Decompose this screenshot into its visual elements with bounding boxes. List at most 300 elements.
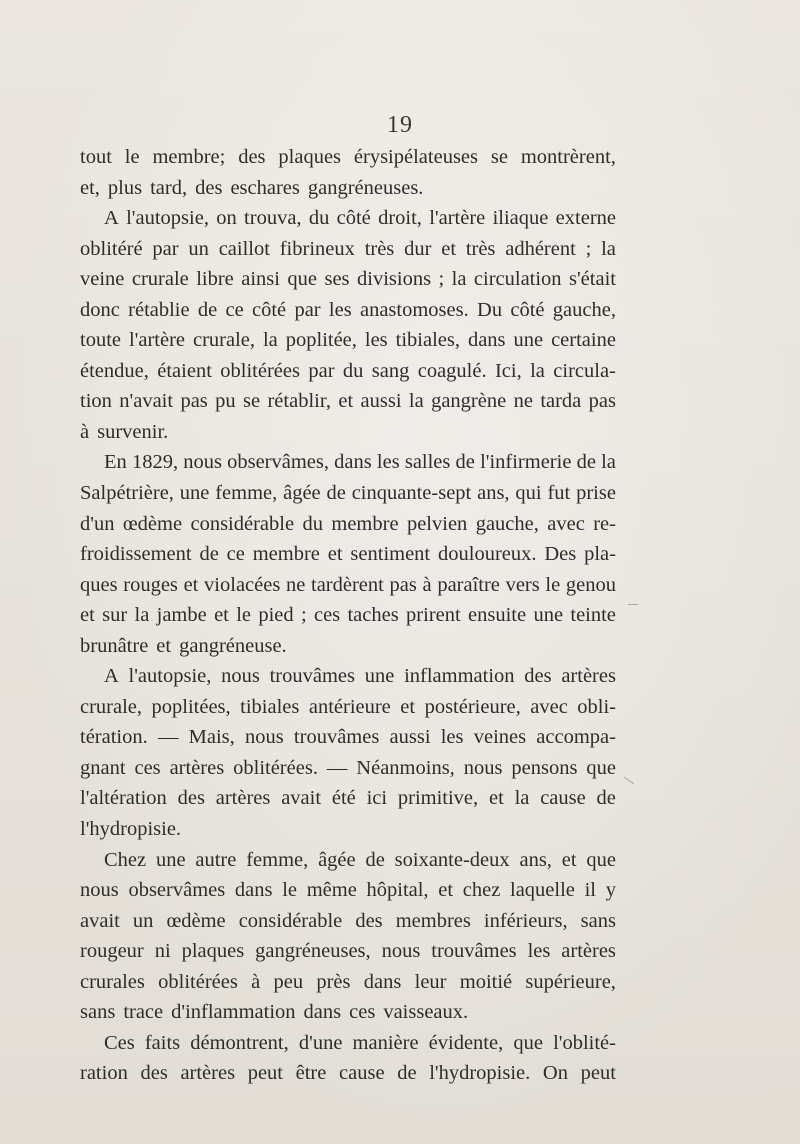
word: considérable — [238, 909, 343, 932]
word: la — [262, 329, 278, 352]
word: du — [308, 207, 330, 230]
word: leur — [414, 970, 447, 993]
word: Néanmoins, — [356, 756, 455, 779]
text-line — [80, 386, 616, 417]
word: une — [364, 665, 395, 688]
text-line — [80, 753, 616, 784]
text-line — [80, 356, 616, 387]
word: à — [422, 573, 432, 596]
word: la — [530, 359, 545, 382]
word: se — [243, 390, 261, 413]
word: les — [364, 329, 388, 352]
word: œdème — [166, 909, 226, 932]
word: poplitées, — [151, 695, 231, 718]
word: il — [584, 879, 597, 902]
word: — — [326, 756, 348, 779]
word: pas — [180, 390, 208, 413]
word: peu — [273, 970, 304, 993]
word: coagulé. — [417, 359, 487, 382]
word: d'un — [80, 512, 115, 535]
word: ans, — [477, 482, 510, 505]
word: gangréneuse. — [179, 634, 287, 657]
word: artères — [561, 665, 616, 688]
word: cinquante-sept — [351, 482, 472, 505]
word: œdème — [122, 512, 183, 535]
word: avait — [80, 909, 120, 932]
word: observâmes — [128, 879, 226, 902]
word: primitive, — [397, 787, 479, 810]
word: sans — [80, 1001, 116, 1024]
word: femme, — [246, 848, 309, 871]
word: trouvâmes — [293, 726, 380, 749]
word: fibrineux — [279, 237, 355, 260]
word: ne — [285, 573, 306, 596]
page-number: 19 — [387, 112, 413, 138]
word: ; — [585, 237, 592, 260]
word: tout — [80, 146, 112, 168]
word: la — [514, 787, 530, 810]
text-line — [80, 478, 616, 509]
word: artères — [169, 756, 225, 779]
word: du — [342, 359, 364, 382]
word: prirent — [406, 604, 461, 627]
word: l'artère — [429, 207, 486, 230]
text-line — [80, 600, 616, 631]
word: ces — [134, 756, 161, 779]
word: trouva, — [244, 207, 302, 230]
word: l'hydropisie. — [80, 818, 182, 841]
word: que — [586, 848, 616, 871]
word: salles — [404, 451, 451, 474]
word: tardèrent — [311, 573, 384, 596]
word: Ici, — [494, 359, 522, 382]
word: libre — [196, 268, 234, 291]
word: sur — [102, 604, 128, 627]
text-line — [80, 814, 616, 845]
word: y — [605, 879, 616, 902]
word: le — [545, 573, 561, 596]
word: même — [306, 879, 357, 902]
word: autre — [195, 848, 237, 871]
word: trace — [123, 1001, 164, 1024]
word: artères — [215, 787, 271, 810]
word: le — [236, 604, 251, 627]
word: évidente, — [428, 1031, 504, 1054]
word: et — [214, 604, 229, 627]
word: et — [438, 879, 454, 902]
word: eschares — [230, 176, 300, 199]
word: chez — [462, 879, 501, 902]
word: les — [328, 298, 352, 321]
text-line — [80, 1058, 616, 1089]
word: avait — [281, 787, 322, 810]
word: nous — [463, 756, 503, 779]
word: violacées — [204, 573, 281, 596]
word: dans — [334, 451, 372, 474]
word: adhérent — [505, 237, 576, 260]
word: nous — [381, 940, 421, 963]
word: côté — [252, 298, 287, 321]
word: l'oblité- — [553, 1031, 616, 1054]
word: taches — [347, 604, 399, 627]
word: un — [132, 909, 154, 932]
word: le — [124, 146, 140, 168]
word: pas — [588, 390, 616, 413]
word: dans — [363, 970, 402, 993]
word: ses — [324, 268, 350, 291]
word: des — [177, 787, 205, 810]
word: nous — [183, 451, 222, 474]
text-line — [80, 570, 616, 601]
word: la — [451, 268, 467, 291]
word: re- — [593, 512, 616, 535]
word: aussi — [389, 726, 431, 749]
word: Chez — [104, 848, 147, 871]
word: prise — [576, 482, 616, 505]
word: aussi — [360, 390, 402, 413]
word: circulation — [473, 268, 562, 291]
word: l'artère — [128, 329, 186, 352]
word: de — [397, 1062, 417, 1085]
word: tibiales — [240, 695, 300, 718]
word: à — [251, 970, 261, 993]
word: crurale — [131, 268, 189, 291]
word: des — [355, 909, 383, 932]
word: étendue, — [80, 359, 149, 382]
word: supérieure, — [525, 970, 616, 993]
word: donc — [80, 298, 120, 321]
body-text — [80, 142, 616, 1089]
word: inflammation — [404, 665, 515, 688]
word: que — [586, 756, 616, 779]
word: vers — [505, 573, 540, 596]
word: âgée — [283, 482, 321, 505]
word: manière — [352, 1031, 419, 1054]
word: se — [490, 146, 508, 168]
word: artères — [561, 940, 616, 963]
word: de — [199, 543, 219, 566]
word: les — [527, 940, 551, 963]
word: et — [441, 237, 457, 260]
word: que — [513, 1031, 543, 1054]
word: inférieurs, — [483, 909, 568, 932]
word: une — [513, 329, 544, 352]
word: veine — [80, 268, 125, 291]
word: et — [488, 787, 504, 810]
word: étaient — [157, 359, 212, 382]
word: s'était — [569, 268, 616, 291]
text-line — [80, 997, 616, 1028]
text-line — [80, 875, 616, 906]
word: avec — [530, 695, 568, 718]
word: n'avait — [119, 390, 174, 413]
word: membre — [331, 512, 399, 535]
word: pensons — [511, 756, 578, 779]
text-line — [80, 845, 616, 876]
word: par — [294, 298, 321, 321]
word: trouvâmes — [269, 665, 355, 688]
word: gnant — [80, 756, 126, 779]
word: teinte — [570, 604, 616, 627]
word: douloureux. — [438, 543, 537, 566]
text-line — [80, 509, 616, 540]
word: ne — [513, 390, 533, 413]
word: iliaque — [492, 207, 549, 230]
word: gangréneuses. — [307, 176, 424, 199]
word: l'autopsie, — [126, 207, 209, 230]
word: âgée — [318, 848, 356, 871]
word: oblitérées — [158, 970, 238, 993]
word: tarda — [540, 390, 582, 413]
word: ; — [438, 268, 445, 291]
word: dans — [234, 879, 273, 902]
word: pu — [215, 390, 236, 413]
word: crurales — [80, 970, 145, 993]
word: sentiment — [350, 543, 431, 566]
word: dans — [303, 1001, 342, 1024]
word: nous — [244, 726, 284, 749]
word: par — [308, 359, 335, 382]
word: jambe — [156, 604, 207, 627]
word: de — [576, 451, 596, 474]
word: accompa- — [536, 726, 616, 749]
word: hôpital, — [366, 879, 429, 902]
word: survenir. — [97, 420, 169, 443]
word: genou — [565, 573, 616, 596]
word: ques — [80, 573, 118, 596]
word: près — [316, 970, 351, 993]
word: antérieure — [308, 695, 391, 718]
word: soixante-deux — [394, 848, 510, 871]
word: et — [400, 695, 416, 718]
word: une — [155, 848, 186, 871]
word: vaisseaux. — [383, 1001, 469, 1024]
word: nous — [221, 665, 260, 688]
word: femme, — [215, 482, 278, 505]
word: ainsi — [241, 268, 280, 291]
word: dur — [404, 237, 432, 260]
text-line — [80, 936, 616, 967]
word: de — [326, 482, 346, 505]
word: ensuite — [468, 604, 527, 627]
word: et, — [80, 176, 100, 199]
word: peut — [580, 1062, 616, 1085]
word: des — [524, 665, 552, 688]
word: — — [157, 726, 179, 749]
word: gauche, — [475, 512, 539, 535]
word: pelvien — [406, 512, 468, 535]
word: on — [216, 207, 237, 230]
text-line — [80, 234, 616, 265]
word: été — [331, 787, 356, 810]
word: membre; — [152, 146, 226, 168]
word: d'inflammation — [171, 1001, 296, 1024]
word: brunâtre — [80, 634, 149, 657]
word: toute — [80, 329, 121, 352]
word: crurale, — [192, 329, 256, 352]
word: rétablie — [128, 298, 190, 321]
margin-mark — [628, 604, 638, 605]
word: les — [440, 726, 464, 749]
word: ce — [225, 298, 244, 321]
word: On — [542, 1062, 568, 1085]
word: A — [104, 665, 119, 688]
word: de — [596, 787, 616, 810]
word: paraître — [437, 573, 500, 596]
text-line — [80, 264, 616, 295]
text-line — [80, 722, 616, 753]
word: la — [408, 390, 424, 413]
word: obli- — [577, 695, 616, 718]
word: à — [80, 420, 90, 443]
word: ce — [226, 543, 245, 566]
word: droit, — [378, 207, 422, 230]
text-line — [80, 539, 616, 570]
word: ni — [154, 940, 171, 963]
word: laquelle — [510, 879, 575, 902]
word: pla- — [584, 543, 616, 566]
word: poplitée, — [285, 329, 357, 352]
word: ici — [366, 787, 388, 810]
word: Du — [477, 298, 503, 321]
word: dans — [467, 329, 506, 352]
word: froidissement — [80, 543, 192, 566]
word: ces — [349, 1001, 376, 1024]
word: côté — [336, 207, 371, 230]
word: plaques — [278, 146, 342, 168]
margin-mark — [624, 777, 634, 785]
word: postérieure, — [424, 695, 521, 718]
word: et — [183, 573, 199, 596]
word: artères — [180, 1062, 236, 1085]
text-line — [80, 906, 616, 937]
word: gauche, — [552, 298, 616, 321]
word: de — [455, 451, 475, 474]
word: oblitérées — [220, 359, 300, 382]
word: être — [295, 1062, 327, 1085]
word: l'infirmerie — [480, 451, 572, 474]
word: trouvâmes — [431, 940, 517, 963]
text-line — [80, 967, 616, 998]
word: l'altération — [80, 787, 167, 810]
word: nous — [80, 879, 119, 902]
word: très — [465, 237, 496, 260]
text-line — [80, 661, 616, 692]
word: démontrent, — [190, 1031, 289, 1054]
word: avec — [547, 512, 585, 535]
word: ; — [300, 604, 307, 627]
word: des — [238, 146, 266, 168]
word: rétablir, — [267, 390, 331, 413]
word: montrèrent, — [520, 146, 616, 168]
word: Ces — [104, 1031, 135, 1054]
word: d'une — [298, 1031, 343, 1054]
word: rougeur — [80, 940, 144, 963]
word: oblitérées. — [233, 756, 318, 779]
word: rouges — [123, 573, 178, 596]
word: la — [601, 451, 616, 474]
word: une — [179, 482, 210, 505]
word: 1829, — [131, 451, 179, 474]
text-line — [80, 783, 616, 814]
word: membres — [395, 909, 471, 932]
text-line — [80, 692, 616, 723]
word: de — [365, 848, 385, 871]
word: divisions — [357, 268, 432, 291]
word: crurale, — [80, 695, 143, 718]
word: du — [302, 512, 323, 535]
word: tération. — [80, 726, 148, 749]
word: considérable — [190, 512, 295, 535]
word: et — [338, 390, 354, 413]
word: les — [376, 451, 400, 474]
word: faits — [144, 1031, 181, 1054]
text-line — [80, 173, 616, 204]
word: ration — [80, 1062, 128, 1085]
word: peut — [247, 1062, 283, 1085]
word: caillot — [218, 237, 270, 260]
word: A — [104, 207, 119, 230]
word: cause — [339, 1062, 385, 1085]
word: une — [533, 604, 564, 627]
text-line — [80, 203, 616, 234]
word: oblitéré — [80, 237, 143, 260]
word: que — [287, 268, 318, 291]
word: En — [104, 451, 127, 474]
word: fut — [547, 482, 571, 505]
word: certaine — [551, 329, 616, 352]
word: l'hydropisie. — [429, 1062, 531, 1085]
text-line — [80, 447, 616, 478]
text-line — [80, 295, 616, 326]
word: plaques — [181, 940, 245, 963]
word: des — [140, 1062, 168, 1085]
word: le — [282, 879, 297, 902]
word: Salpétrière, — [80, 482, 174, 505]
word: la — [134, 604, 150, 627]
word: gangréneuses, — [255, 940, 371, 963]
word: observâmes, — [227, 451, 330, 474]
word: veines — [473, 726, 527, 749]
word: des — [195, 176, 223, 199]
word: ans, — [519, 848, 552, 871]
word: érysipélateuses — [353, 146, 478, 168]
text-line — [80, 325, 616, 356]
word: Mais, — [188, 726, 235, 749]
word: l'autopsie, — [128, 665, 212, 688]
word: plus — [107, 176, 143, 199]
word: et — [561, 848, 577, 871]
text-line — [80, 142, 616, 173]
word: membre — [252, 543, 320, 566]
word: tion — [80, 390, 112, 413]
word: un — [188, 237, 209, 260]
word: gangrène — [431, 390, 507, 413]
word: circula- — [553, 359, 616, 382]
word: de — [197, 298, 218, 321]
word: externe — [555, 207, 616, 230]
text-line — [80, 1028, 616, 1059]
word: et — [156, 634, 172, 657]
text-line — [80, 631, 616, 662]
word: pied — [258, 604, 294, 627]
word: qui — [515, 482, 542, 505]
word: très — [364, 237, 395, 260]
text-line — [80, 417, 616, 448]
word: et — [327, 543, 343, 566]
word: sans — [580, 909, 616, 932]
word: tibiales, — [395, 329, 460, 352]
